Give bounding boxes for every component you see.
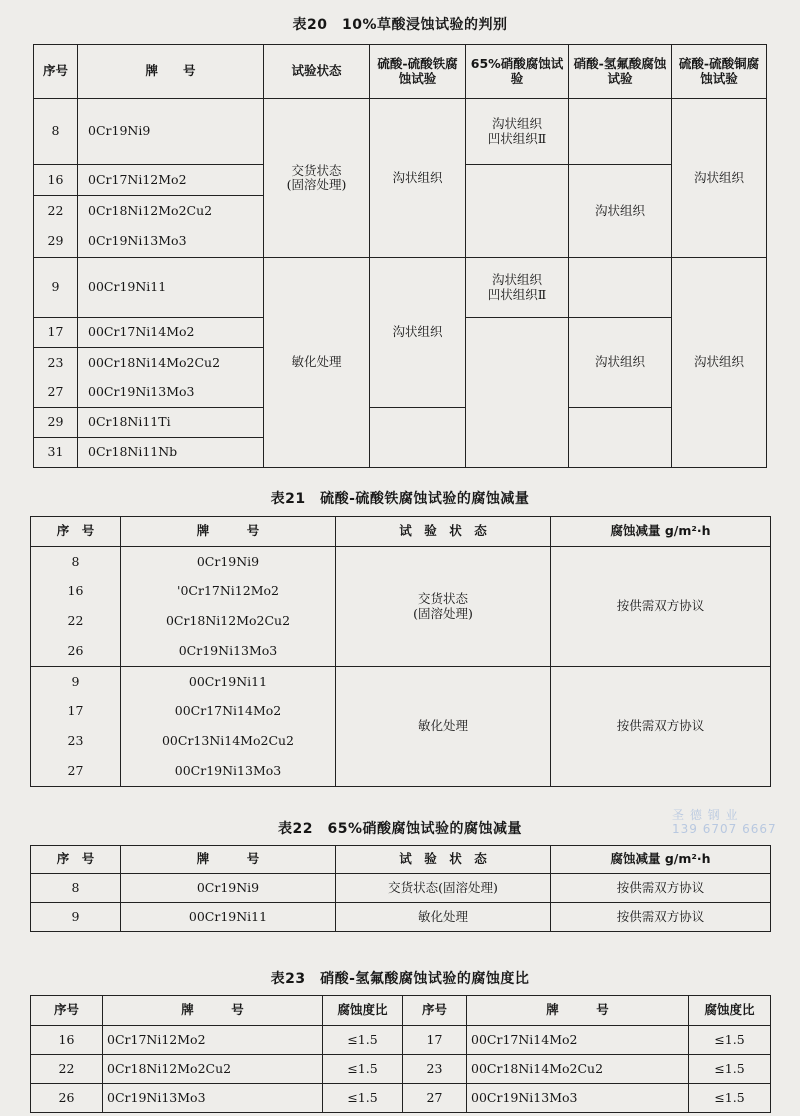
table20-caption: 表20 10%草酸浸蚀试验的判别 xyxy=(292,17,508,33)
row-seq: 29 xyxy=(34,226,78,258)
table21-header-row xyxy=(31,517,771,547)
table-row xyxy=(31,1026,771,1055)
table20-header-row xyxy=(34,45,767,99)
col-header-state: 试 验 状 态 xyxy=(336,517,551,547)
row-grade: 0Cr17Ni12Mo2 xyxy=(78,165,264,196)
row-seq: 31 xyxy=(34,438,78,468)
row-grade: 00Cr19Ni11 xyxy=(121,667,336,697)
row-loss: 按供需双方协议 xyxy=(551,874,771,903)
row-seq: 16 xyxy=(31,577,121,607)
watermark-line2: 139 6707 6667 xyxy=(672,822,777,836)
row-seq: 17 xyxy=(34,318,78,348)
test1-result: 沟状组织 xyxy=(370,99,466,258)
row-seq: 8 xyxy=(31,874,121,903)
col-header-grade: 牌 号 xyxy=(78,45,264,99)
row-ratio: ≤1.5 xyxy=(689,1026,771,1055)
row-seq: 8 xyxy=(34,99,78,165)
row-grade: 0Cr19Ni13Mo3 xyxy=(103,1084,323,1113)
watermark-line1: 圣 德 钢 业 xyxy=(672,808,739,822)
test2-empty xyxy=(466,318,569,468)
table23-header-row xyxy=(31,996,771,1026)
state-sensitized: 敏化处理 xyxy=(336,667,551,787)
col-header-seq-right: 序号 xyxy=(403,996,467,1026)
col-header-seq-left: 序号 xyxy=(31,996,103,1026)
table23-caption: 表23 硝酸-氢氟酸腐蚀试验的腐蚀度比 xyxy=(270,971,530,987)
row-seq: 17 xyxy=(403,1026,467,1055)
row-ratio: ≤1.5 xyxy=(323,1084,403,1113)
row-seq: 26 xyxy=(31,637,121,667)
test3-empty xyxy=(569,408,672,468)
row-grade: 0Cr19Ni13Mo3 xyxy=(78,226,264,258)
loss-agreement: 按供需双方协议 xyxy=(551,547,771,667)
test3-result: 沟状组织 xyxy=(569,165,672,258)
row-grade: 0Cr19Ni9 xyxy=(78,99,264,165)
row-state: 敏化处理 xyxy=(336,903,551,932)
table-row xyxy=(31,547,771,577)
col-header-grade-left: 牌 号 xyxy=(103,996,323,1026)
row-grade: '0Cr17Ni12Mo2 xyxy=(121,577,336,607)
row-grade: 00Cr19Ni11 xyxy=(121,903,336,932)
table21 xyxy=(30,516,771,787)
col-header-grade: 牌 号 xyxy=(121,846,336,874)
table-row xyxy=(34,99,767,165)
row-seq: 22 xyxy=(34,196,78,226)
row-seq: 23 xyxy=(403,1055,467,1084)
state-delivery-line1: 交货状态 xyxy=(291,162,342,178)
row-grade: 00Cr19Ni13Mo3 xyxy=(467,1084,689,1113)
table-row xyxy=(31,1055,771,1084)
row-ratio: ≤1.5 xyxy=(689,1084,771,1113)
table-row xyxy=(31,1084,771,1113)
col-header-loss: 腐蚀减量 g/m²·h xyxy=(551,846,771,874)
row-seq: 27 xyxy=(403,1084,467,1113)
row-grade: 00Cr19Ni11 xyxy=(78,258,264,318)
row-grade: 0Cr19Ni9 xyxy=(121,874,336,903)
test2-result xyxy=(466,99,569,165)
col-header-seq: 序 号 xyxy=(31,517,121,547)
table-row xyxy=(31,667,771,697)
row-grade: 00Cr17Ni14Mo2 xyxy=(467,1026,689,1055)
table20 xyxy=(33,44,767,468)
table-row xyxy=(31,874,771,903)
row-seq: 9 xyxy=(31,667,121,697)
row-seq: 22 xyxy=(31,1055,103,1084)
row-grade: 0Cr18Ni12Mo2Cu2 xyxy=(121,607,336,637)
row-grade: 00Cr19Ni13Mo3 xyxy=(78,378,264,408)
row-grade: 0Cr18Ni12Mo2Cu2 xyxy=(103,1055,323,1084)
row-seq: 9 xyxy=(34,258,78,318)
test2-empty xyxy=(466,165,569,258)
col-header-seq: 序号 xyxy=(34,45,78,99)
table-row xyxy=(34,258,767,318)
test4-result: 沟状组织 xyxy=(672,258,767,468)
row-grade: 00Cr17Ni14Mo2 xyxy=(78,318,264,348)
row-grade: 00Cr18Ni14Mo2Cu2 xyxy=(467,1055,689,1084)
col-header-loss: 腐蚀减量 g/m²·h xyxy=(551,517,771,547)
row-seq: 29 xyxy=(34,408,78,438)
test3-result: 沟状组织 xyxy=(569,318,672,408)
test3-empty xyxy=(569,258,672,318)
row-seq: 26 xyxy=(31,1084,103,1113)
row-grade: 00Cr19Ni13Mo3 xyxy=(121,757,336,787)
row-loss: 按供需双方协议 xyxy=(551,903,771,932)
row-seq: 23 xyxy=(31,727,121,757)
row-seq: 8 xyxy=(31,547,121,577)
col-header-ratio-right: 腐蚀度比 xyxy=(689,996,771,1026)
row-seq: 27 xyxy=(31,757,121,787)
row-grade: 00Cr17Ni14Mo2 xyxy=(121,697,336,727)
state-delivery xyxy=(264,99,370,258)
col-header-grade: 牌 号 xyxy=(121,517,336,547)
table21-caption: 表21 硫酸-硫酸铁腐蚀试验的腐蚀减量 xyxy=(270,491,530,507)
state-delivery-line1: 交货状态 xyxy=(417,591,468,607)
col-header-state: 试验状态 xyxy=(264,45,370,99)
state-delivery-line2: (固溶处理) xyxy=(413,605,473,621)
row-state: 交货状态(固溶处理) xyxy=(336,874,551,903)
row-grade: 0Cr18Ni11Nb xyxy=(78,438,264,468)
test2-result xyxy=(466,258,569,318)
row-seq: 16 xyxy=(31,1026,103,1055)
state-sensitized: 敏化处理 xyxy=(264,258,370,468)
table22-caption: 表22 65%硝酸腐蚀试验的腐蚀减量 xyxy=(278,821,522,837)
test2-line2: 凹状组织Ⅱ xyxy=(487,286,547,302)
row-seq: 23 xyxy=(34,348,78,378)
row-grade: 0Cr19Ni9 xyxy=(121,547,336,577)
test3-empty xyxy=(569,99,672,165)
col-header-test2: 65%硝酸腐蚀试验 xyxy=(466,45,569,99)
row-seq: 22 xyxy=(31,607,121,637)
row-seq: 16 xyxy=(34,165,78,196)
test4-result: 沟状组织 xyxy=(672,99,767,258)
test2-line2: 凹状组织Ⅱ xyxy=(487,130,547,146)
row-grade: 0Cr17Ni12Mo2 xyxy=(103,1026,323,1055)
test2-line1: 沟状组织 xyxy=(491,272,542,288)
test1-empty xyxy=(370,408,466,468)
col-header-ratio-left: 腐蚀度比 xyxy=(323,996,403,1026)
row-grade: 0Cr18Ni11Ti xyxy=(78,408,264,438)
row-seq: 17 xyxy=(31,697,121,727)
loss-agreement: 按供需双方协议 xyxy=(551,667,771,787)
table22-header-row xyxy=(31,846,771,874)
col-header-seq: 序 号 xyxy=(31,846,121,874)
row-ratio: ≤1.5 xyxy=(323,1055,403,1084)
col-header-state: 试 验 状 态 xyxy=(336,846,551,874)
row-ratio: ≤1.5 xyxy=(323,1026,403,1055)
table-row xyxy=(34,408,767,438)
test1-result: 沟状组织 xyxy=(370,258,466,408)
table23 xyxy=(30,995,771,1113)
row-grade: 0Cr18Ni12Mo2Cu2 xyxy=(78,196,264,226)
row-seq: 9 xyxy=(31,903,121,932)
test2-line1: 沟状组织 xyxy=(491,116,542,132)
row-seq: 27 xyxy=(34,378,78,408)
row-grade: 00Cr13Ni14Mo2Cu2 xyxy=(121,727,336,757)
row-ratio: ≤1.5 xyxy=(689,1055,771,1084)
col-header-test3: 硝酸-氢氟酸腐蚀试验 xyxy=(569,45,672,99)
table22 xyxy=(30,845,771,932)
col-header-test1: 硫酸-硫酸铁腐蚀试验 xyxy=(370,45,466,99)
col-header-grade-right: 牌 号 xyxy=(467,996,689,1026)
state-delivery xyxy=(336,547,551,667)
row-grade: 00Cr18Ni14Mo2Cu2 xyxy=(78,348,264,378)
state-delivery-line2: (固溶处理) xyxy=(286,177,347,192)
col-header-test4: 硫酸-硫酸铜腐蚀试验 xyxy=(672,45,767,99)
table-row xyxy=(31,903,771,932)
row-grade: 0Cr19Ni13Mo3 xyxy=(121,637,336,667)
